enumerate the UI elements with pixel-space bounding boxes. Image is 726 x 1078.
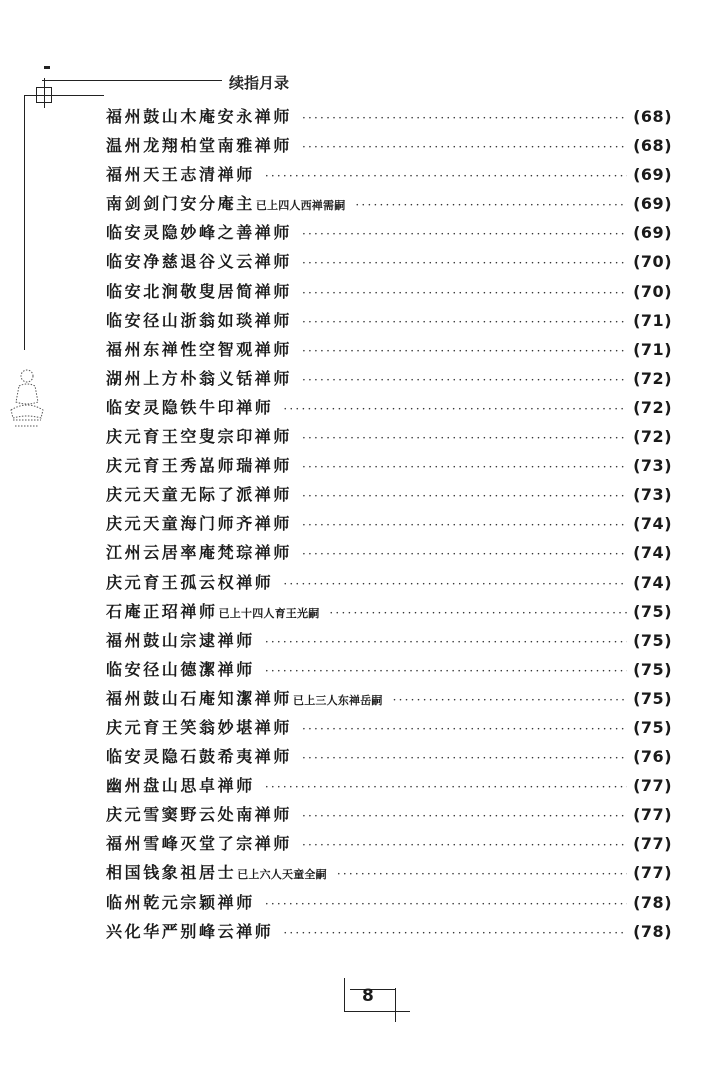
toc-entry <box>106 802 672 831</box>
entry-title: 南剑剑门安分庵主 <box>106 194 255 214</box>
folio-frame-left <box>344 978 345 1012</box>
entry-title: 临安灵隐妙峰之善禅师 <box>106 223 293 243</box>
toc-entry <box>106 511 672 540</box>
dot-leader <box>265 169 627 183</box>
folio-frame-right <box>395 988 396 1022</box>
entry-page-number: (75) <box>633 659 672 679</box>
entry-page-number: (73) <box>633 456 672 476</box>
entry-page-number: (77) <box>633 834 672 854</box>
toc-entry <box>106 337 672 366</box>
toc-entry <box>106 599 672 628</box>
dot-leader <box>265 635 627 649</box>
entry-title: 福州鼓山木庵安永禅师 <box>106 107 293 126</box>
dot-leader <box>393 693 627 707</box>
folio-frame-bottom <box>344 1011 410 1012</box>
entry-page-number: (75) <box>633 688 672 708</box>
header-mark <box>44 66 50 69</box>
entry-lineage-note: 已上六人天童全嗣 <box>237 868 327 882</box>
dot-leader <box>329 606 627 620</box>
entry-title: 江州云居率庵梵琮禅师 <box>106 543 293 563</box>
dot-leader <box>302 227 627 241</box>
entry-title: 庆元育王孤云权禅师 <box>106 572 274 592</box>
dot-leader <box>302 489 627 503</box>
entry-page-number: (77) <box>633 805 672 825</box>
entry-page-number: (74) <box>633 514 672 534</box>
entry-page-number: (68) <box>633 107 672 126</box>
entry-title: 临州乾元宗颖禅师 <box>106 892 255 912</box>
corner-ornament-box <box>36 87 52 103</box>
toc-entry <box>106 628 672 657</box>
toc-entry <box>106 395 672 424</box>
seated-figure-illustration <box>5 362 49 434</box>
entry-page-number: (74) <box>633 543 672 563</box>
entry-page-number: (75) <box>633 630 672 650</box>
dot-leader <box>302 373 627 387</box>
entry-title: 福州鼓山石庵知潔禅师 <box>106 688 293 708</box>
entry-page-number: (78) <box>633 921 672 941</box>
entry-page-number: (72) <box>633 368 672 388</box>
dot-leader <box>265 780 627 794</box>
entry-title: 庆元天童海门师齐禅师 <box>106 514 293 534</box>
dot-leader <box>302 751 627 765</box>
toc-entry <box>106 919 672 948</box>
dot-leader <box>302 722 627 736</box>
toc-entry <box>106 424 672 453</box>
entry-title: 庆元育王空叟宗印禅师 <box>106 427 293 447</box>
dot-leader <box>283 577 627 591</box>
dot-leader <box>302 140 627 154</box>
entry-title: 庆元雪窦野云处南禅师 <box>106 805 293 825</box>
toc-entry <box>106 744 672 773</box>
entry-title: 福州天王志清禅师 <box>106 165 255 185</box>
entry-page-number: (74) <box>633 572 672 592</box>
dot-leader <box>302 460 627 474</box>
toc-entry <box>106 540 672 569</box>
toc-entry <box>106 220 672 249</box>
entry-title: 福州雪峰灭堂了宗禅师 <box>106 834 293 854</box>
entry-page-number: (78) <box>633 892 672 912</box>
toc-entry <box>106 831 672 860</box>
dot-leader <box>302 838 627 852</box>
entry-title: 临安灵隐铁牛印禅师 <box>106 397 274 417</box>
entry-title: 福州鼓山宗逮禅师 <box>106 630 255 650</box>
entry-page-number: (70) <box>633 281 672 301</box>
entry-title: 福州东禅性空智观禅师 <box>106 339 293 359</box>
toc-entry <box>106 657 672 686</box>
toc-entry <box>106 453 672 482</box>
entry-title: 相国钱象祖居士 <box>106 863 237 883</box>
entry-title: 幽州盘山思卓禅师 <box>106 776 255 796</box>
entry-title: 庆元天童无际了派禅师 <box>106 485 293 505</box>
entry-title: 临安径山德潔禅师 <box>106 659 255 679</box>
toc-entry <box>106 715 672 744</box>
entry-page-number: (75) <box>633 601 672 621</box>
entry-page-number: (76) <box>633 747 672 767</box>
page-number: 8 <box>362 986 374 1006</box>
dot-leader <box>302 344 627 358</box>
entry-page-number: (77) <box>633 776 672 796</box>
entry-page-number: (69) <box>633 165 672 185</box>
entry-page-number: (77) <box>633 863 672 883</box>
dot-leader <box>302 547 627 561</box>
dot-leader <box>355 198 627 212</box>
toc-entry <box>106 482 672 511</box>
entry-title: 临安净慈退谷义云禅师 <box>106 252 293 272</box>
entry-page-number: (68) <box>633 136 672 156</box>
entry-title: 兴化华严别峰云禅师 <box>106 921 274 941</box>
entry-title: 临安北涧敬叟居简禅师 <box>106 281 293 301</box>
toc-entry <box>106 133 672 162</box>
dot-leader <box>302 111 627 125</box>
entry-lineage-note: 已上十四人育王光嗣 <box>218 606 320 620</box>
entry-title: 湖州上方朴翁义铦禅师 <box>106 368 293 388</box>
dot-leader <box>302 518 627 532</box>
margin-rule <box>24 95 25 350</box>
dot-leader <box>337 867 627 881</box>
entry-page-number: (71) <box>633 310 672 330</box>
entry-title: 温州龙翔柏堂南雅禅师 <box>106 136 293 156</box>
toc-entry <box>106 191 672 220</box>
entry-page-number: (72) <box>633 397 672 417</box>
entry-lineage-note: 已上四人西禅需嗣 <box>255 199 346 213</box>
dot-leader <box>283 926 627 940</box>
toc-entry <box>106 249 672 278</box>
entry-page-number: (69) <box>633 223 672 243</box>
entry-title: 庆元育王笑翁妙堪禅师 <box>106 717 293 737</box>
toc-entry <box>106 162 672 191</box>
entry-page-number: (73) <box>633 485 672 505</box>
toc-entry <box>106 279 672 308</box>
dot-leader <box>302 286 627 300</box>
entry-page-number: (72) <box>633 427 672 447</box>
entry-page-number: (71) <box>633 339 672 359</box>
entry-title: 石庵正玿禅师 <box>106 601 218 621</box>
entry-page-number: (69) <box>633 194 672 214</box>
dot-leader <box>265 897 627 911</box>
dot-leader <box>283 402 627 416</box>
table-of-contents <box>106 104 672 948</box>
dot-leader <box>302 809 627 823</box>
entry-title: 临安径山浙翁如琰禅师 <box>106 310 293 330</box>
entry-page-number: (75) <box>633 717 672 737</box>
entry-lineage-note: 已上三人东禅岳嗣 <box>293 693 383 707</box>
toc-entry <box>106 773 672 802</box>
dot-leader <box>302 431 627 445</box>
toc-entry <box>106 686 672 715</box>
toc-entry <box>106 104 672 133</box>
header-rule <box>42 80 222 81</box>
dot-leader <box>302 256 627 270</box>
toc-entry <box>106 570 672 599</box>
dot-leader <box>302 315 627 329</box>
entry-title: 临安灵隐石鼓希夷禅师 <box>106 747 293 767</box>
book-title: 续指月录 <box>229 74 290 92</box>
toc-entry <box>106 860 672 889</box>
dot-leader <box>265 664 627 678</box>
entry-page-number: (70) <box>633 252 672 272</box>
entry-title: 庆元育王秀嵓师瑞禅师 <box>106 456 293 476</box>
toc-entry <box>106 308 672 337</box>
toc-entry <box>106 366 672 395</box>
toc-entry <box>106 890 672 919</box>
